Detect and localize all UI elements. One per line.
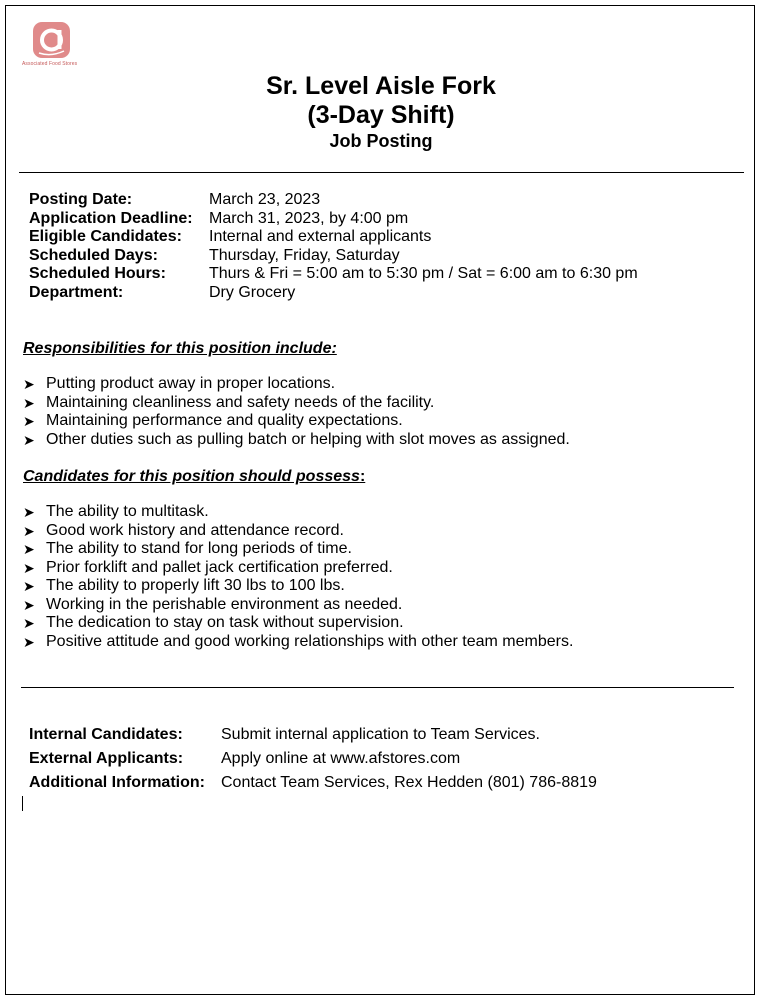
arrowhead-bullet-icon: ➤ xyxy=(23,578,35,594)
logo-mark-icon xyxy=(33,22,70,58)
detail-label: Scheduled Days: xyxy=(29,246,158,264)
detail-label: Scheduled Hours: xyxy=(29,265,166,282)
job-title-line-1: Sr. Level Aisle Fork xyxy=(266,72,496,100)
arrowhead-bullet-icon: ➤ xyxy=(23,504,35,520)
responsibilities-heading xyxy=(23,340,337,358)
list-item xyxy=(23,522,573,541)
list-item-text: The ability to stand for long periods of time. xyxy=(46,540,352,557)
responsibilities-heading-text: Responsibilities for this position include: xyxy=(23,340,337,357)
detail-value: Thursday, Friday, Saturday xyxy=(209,246,400,264)
detail-value: March 31, 2023, by 4:00 pm xyxy=(209,209,409,227)
arrowhead-bullet-icon: ➤ xyxy=(23,615,35,631)
qualifications-heading-colon: : xyxy=(359,468,366,485)
divider-top xyxy=(19,172,744,173)
arrowhead-bullet-icon: ➤ xyxy=(23,596,35,613)
text-cursor[interactable] xyxy=(22,796,23,811)
list-item-text: Other duties such as pulling batch or helping with slot moves as assigned. xyxy=(46,430,570,448)
arrowhead-bullet-icon: ➤ xyxy=(23,413,35,429)
detail-label: Posting Date: xyxy=(29,191,133,208)
contact-value: Contact Team Services, Rex Hedden (801) 786-8819 xyxy=(221,774,597,791)
list-item xyxy=(23,540,573,559)
arrowhead-bullet-icon: ➤ xyxy=(23,541,35,557)
list-item xyxy=(23,394,570,413)
list-item xyxy=(23,577,573,596)
list-item-text: The ability to properly lift 30 lbs to 100 lbs. xyxy=(46,577,345,594)
arrowhead-bullet-icon: ➤ xyxy=(23,394,35,411)
detail-value: Internal and external applicants xyxy=(209,228,432,245)
contact-label: Internal Candidates: xyxy=(29,726,183,743)
detail-value: Dry Grocery xyxy=(209,283,296,301)
list-item xyxy=(23,412,570,431)
title-block xyxy=(6,72,756,152)
list-item-text: Working in the perishable environment as needed. xyxy=(46,595,403,613)
list-item-text: Good work history and attendance record. xyxy=(46,521,344,539)
job-posting-subtitle: Job Posting xyxy=(329,131,433,151)
detail-label: Eligible Candidates: xyxy=(29,228,182,245)
list-item xyxy=(23,614,573,633)
contact-row-external xyxy=(29,747,597,771)
contact-value: Submit internal application to Team Services. xyxy=(221,726,540,743)
detail-row-department xyxy=(29,284,638,303)
logo-company-name: Associated Food Stores xyxy=(22,61,78,67)
list-item xyxy=(23,375,570,394)
list-item-text: The dedication to stay on task without supervision. xyxy=(46,614,404,631)
contact-label: Additional Information: xyxy=(29,774,205,791)
list-item xyxy=(23,633,573,652)
document-page xyxy=(5,5,755,995)
detail-value: March 23, 2023 xyxy=(209,191,321,208)
list-item-text: Putting product away in proper locations. xyxy=(46,375,336,392)
list-item xyxy=(23,431,570,450)
detail-row-eligible-candidates xyxy=(29,228,638,247)
list-item-text: Maintaining cleanliness and safety needs of the facility. xyxy=(46,393,435,411)
qualifications-list xyxy=(23,503,573,651)
arrowhead-bullet-icon: ➤ xyxy=(23,633,35,650)
job-title-line-2: (3-Day Shift) xyxy=(307,101,455,129)
list-item xyxy=(23,503,573,522)
qualifications-heading-text: Candidates for this position should possess xyxy=(23,468,360,485)
responsibilities-list xyxy=(23,375,570,449)
detail-row-application-deadline xyxy=(29,210,638,229)
arrowhead-bullet-icon: ➤ xyxy=(23,522,35,539)
arrowhead-bullet-icon: ➤ xyxy=(23,431,35,448)
detail-row-posting-date xyxy=(29,191,638,210)
divider-bottom xyxy=(21,687,734,688)
contact-row-additional xyxy=(29,771,597,795)
list-item xyxy=(23,596,573,615)
contact-label: External Applicants: xyxy=(29,750,184,767)
detail-label: Application Deadline: xyxy=(29,209,193,227)
contact-row-internal xyxy=(29,723,597,747)
arrowhead-bullet-icon: ➤ xyxy=(23,376,35,392)
list-item xyxy=(23,559,573,578)
contact-value: Apply online at www.afstores.com xyxy=(221,750,461,767)
qualifications-heading xyxy=(23,468,365,486)
list-item-text: The ability to multitask. xyxy=(46,503,209,520)
arrowhead-bullet-icon: ➤ xyxy=(23,559,35,576)
list-item-text: Maintaining performance and quality expectations. xyxy=(46,412,403,429)
posting-details xyxy=(29,191,638,302)
detail-label: Department: xyxy=(29,283,124,301)
detail-value: Thurs & Fri = 5:00 am to 5:30 pm / Sat = 6:00 am to 6:30 pm xyxy=(209,265,638,282)
application-contact-info xyxy=(29,723,597,795)
list-item-text: Prior forklift and pallet jack certification preferred. xyxy=(46,558,393,576)
detail-row-scheduled-hours xyxy=(29,265,638,284)
detail-row-scheduled-days xyxy=(29,247,638,266)
list-item-text: Positive attitude and good working relationships with other team members. xyxy=(46,632,574,650)
